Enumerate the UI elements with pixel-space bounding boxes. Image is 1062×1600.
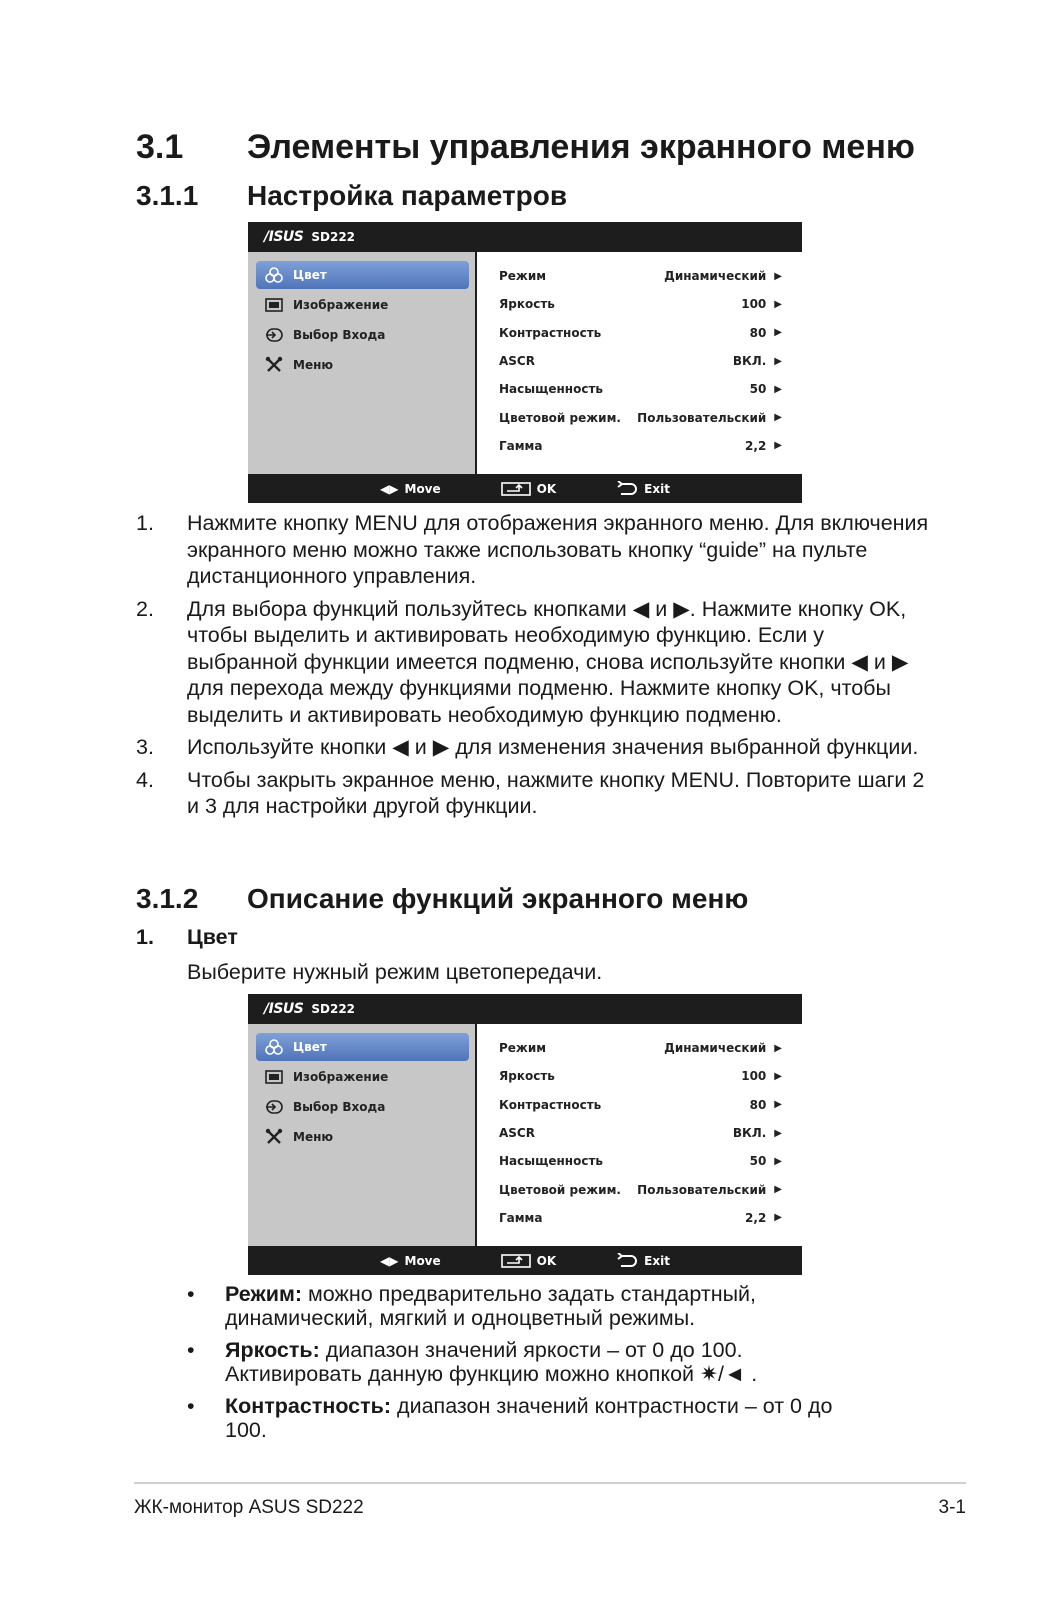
osd-menu-item-menu[interactable] [256,351,469,379]
item-number: 1. [136,925,154,949]
setting-label: ASCR [499,354,535,369]
arrow-right-icon: ▶ [774,1127,782,1139]
setting-label: Контрастность [499,325,602,340]
move-arrows-icon: ◀▶ [380,481,399,496]
asus-logo: /ISUS [264,229,304,245]
list-item [187,1282,837,1330]
section-number: 3.1 [136,128,184,166]
arrow-right-icon: ▶ [774,1155,782,1167]
setting-label: Цветовой режим. [499,1182,621,1197]
bullet-text: можно предварительно задать стандартный, динамический, мягкий и одноцветный режимы. [225,1282,757,1330]
subsection-number: 3.1.2 [136,883,199,914]
bullet-icon: • [187,1394,195,1418]
subsection-title: Настройка параметров [247,180,568,211]
bullet-term: Контрастность: [225,1394,392,1418]
color-subsection-heading [136,925,238,950]
exit-return-icon [616,1253,638,1269]
osd-menu-label: Изображение [293,298,389,312]
osd-model-name: SD222 [311,230,356,244]
setting-label: Режим [499,1041,547,1056]
setting-label: Насыщенность [499,1154,603,1169]
arrow-right-icon: ▶ [774,327,782,339]
osd-settings-panel [477,252,802,474]
osd-menu-item-input[interactable] [256,1093,469,1121]
feature-bullets [187,1282,837,1450]
list-item [136,767,936,820]
input-select-icon [264,1098,284,1116]
subsection-heading [136,180,567,212]
osd-setting-row[interactable] [477,403,802,431]
arrow-right-icon: ▶ [774,1070,782,1082]
osd-menu-label: Выбор Входа [293,328,386,342]
bullet-text: диапазон значений контрастности – от 0 до 100. [225,1394,833,1442]
setting-value: 50 [749,1154,767,1169]
osd-menu-label: Цвет [293,1040,327,1054]
move-label: Move [404,481,441,496]
osd-setting-row[interactable] [477,432,802,460]
asus-logo: /ISUS [264,1001,304,1017]
tools-icon [264,1128,284,1146]
step-text: Нажмите кнопку MENU для отображения экранного меню. Для включения экранного меню можно также использовать кнопку “guide” на пульте дистанционного управления. [187,511,929,588]
osd-main-menu [248,252,475,474]
color-icon [264,266,284,284]
move-arrows-icon: ◀▶ [380,1253,399,1268]
osd-setting-row[interactable] [477,1091,802,1119]
list-item [136,510,936,590]
osd-menu-item-image[interactable] [256,291,469,319]
arrow-right-icon: ▶ [774,383,782,395]
page-number: 3-1 [938,1497,966,1518]
osd-exit-hint [616,1253,670,1269]
osd-menu-screenshot [248,222,802,503]
exit-label: Exit [644,1253,670,1268]
instruction-steps [136,510,936,826]
exit-return-icon [616,481,638,497]
step-number: 3. [136,735,154,759]
bullet-text: диапазон значений яркости – от 0 до 100. Активировать данную функцию можно кнопкой ✷/◄ . [225,1338,758,1386]
setting-value: Пользовательский [637,1182,767,1197]
move-label: Move [404,1253,441,1268]
osd-menu-item-input[interactable] [256,321,469,349]
setting-value: 100 [741,297,767,312]
setting-value: 80 [749,325,767,340]
osd-menu-item-color[interactable] [256,261,469,289]
osd-ok-hint [501,481,557,497]
color-icon [264,1038,284,1056]
setting-label: Режим [499,269,547,284]
osd-menu-label: Выбор Входа [293,1100,386,1114]
footer-product: ЖК-монитор ASUS SD222 [134,1497,364,1518]
osd-menu-label: Меню [293,358,334,372]
osd-setting-row[interactable] [477,1204,802,1232]
osd-exit-hint [616,481,670,497]
setting-label: ASCR [499,1126,535,1141]
color-description: Выберите нужный режим цветопередачи. [187,960,603,984]
osd-setting-row[interactable] [477,1147,802,1175]
bullet-term: Режим: [225,1282,303,1306]
osd-menu-item-image[interactable] [256,1063,469,1091]
osd-settings-panel [477,1024,802,1246]
osd-menu-label: Изображение [293,1070,389,1084]
osd-footer [248,474,802,503]
setting-value: 100 [741,1069,767,1084]
setting-label: Цветовой режим. [499,410,621,425]
osd-menu-item-menu[interactable] [256,1123,469,1151]
page-title [136,128,915,167]
arrow-right-icon: ▶ [774,1099,782,1111]
osd-setting-row[interactable] [477,319,802,347]
setting-value: Пользовательский [637,410,767,425]
osd-header [248,994,802,1024]
setting-value: 2,2 [745,1210,767,1225]
step-number: 1. [136,511,154,535]
setting-label: Яркость [499,1069,555,1084]
setting-value: 2,2 [745,438,767,453]
arrow-right-icon: ▶ [774,1184,782,1196]
osd-setting-row[interactable] [477,1175,802,1203]
setting-value: 80 [749,1097,767,1112]
exit-label: Exit [644,481,670,496]
osd-main-menu [248,1024,475,1246]
step-text: Чтобы закрыть экранное меню, нажмите кнопку MENU. Повторите шаги 2 и 3 для настройки другой функции. [187,767,925,818]
step-text: Для выбора функций пользуйтесь кнопками ◀ и ▶. Нажмите кнопку OK, чтобы выделить и активировать необходимую функцию. Если у выбранной функции имеется подменю, снова используйте кнопки ◀ и ▶ для перехода между функциями подменю. Нажмите кнопку OK, чтобы выделить и активировать необходимую функцию подменю. [187,596,909,727]
setting-value: Динамический [664,1041,767,1056]
osd-setting-row[interactable] [477,290,802,318]
osd-menu-item-color[interactable] [256,1033,469,1061]
ok-label: OK [536,481,557,496]
list-item [187,1338,837,1386]
list-item [187,1394,837,1442]
bullet-term: Яркость: [225,1338,320,1362]
subsection-title: Описание функций экранного меню [247,883,749,914]
list-item [136,734,936,761]
osd-setting-row[interactable] [477,347,802,375]
setting-label: Гамма [499,1210,543,1225]
step-number: 4. [136,767,154,792]
osd-setting-row[interactable] [477,1034,802,1062]
setting-label: Гамма [499,438,543,453]
footer-divider [134,1482,966,1484]
osd-setting-row[interactable] [477,1119,802,1147]
arrow-right-icon: ▶ [774,298,782,310]
osd-menu-label: Цвет [293,268,327,282]
arrow-right-icon: ▶ [774,355,782,367]
setting-value: Динамический [664,269,767,284]
setting-label: Яркость [499,297,555,312]
osd-menu-label: Меню [293,1130,334,1144]
arrow-right-icon: ▶ [774,412,782,424]
arrow-right-icon: ▶ [774,1042,782,1054]
setting-value: ВКЛ. [732,1126,767,1141]
osd-header [248,222,802,252]
bullet-icon: • [187,1338,195,1362]
osd-setting-row[interactable] [477,262,802,290]
osd-ok-hint [501,1253,557,1269]
item-title: Цвет [187,925,238,949]
image-icon [264,296,284,314]
ok-enter-icon [501,1253,531,1269]
subsection-number: 3.1.1 [136,180,199,211]
input-select-icon [264,326,284,344]
setting-value: 50 [749,382,767,397]
osd-footer [248,1246,802,1275]
setting-label: Контрастность [499,1097,602,1112]
setting-label: Насыщенность [499,382,603,397]
osd-move-hint [380,1254,441,1268]
list-item [136,596,936,729]
step-number: 2. [136,596,154,621]
arrow-right-icon: ▶ [774,270,782,282]
image-icon [264,1068,284,1086]
osd-setting-row[interactable] [477,375,802,403]
arrow-right-icon: ▶ [774,440,782,452]
osd-menu-screenshot [248,994,802,1275]
section-title: Элементы управления экранного меню [247,128,915,166]
subsection-heading [136,883,748,915]
osd-move-hint [380,482,441,496]
osd-model-name: SD222 [311,1002,356,1016]
setting-value: ВКЛ. [732,354,767,369]
ok-enter-icon [501,481,531,497]
arrow-right-icon: ▶ [774,1212,782,1224]
tools-icon [264,356,284,374]
step-text: Используйте кнопки ◀ и ▶ для изменения значения выбранной функции. [187,735,919,759]
bullet-icon: • [187,1282,195,1306]
ok-label: OK [536,1253,557,1268]
osd-setting-row[interactable] [477,1062,802,1090]
